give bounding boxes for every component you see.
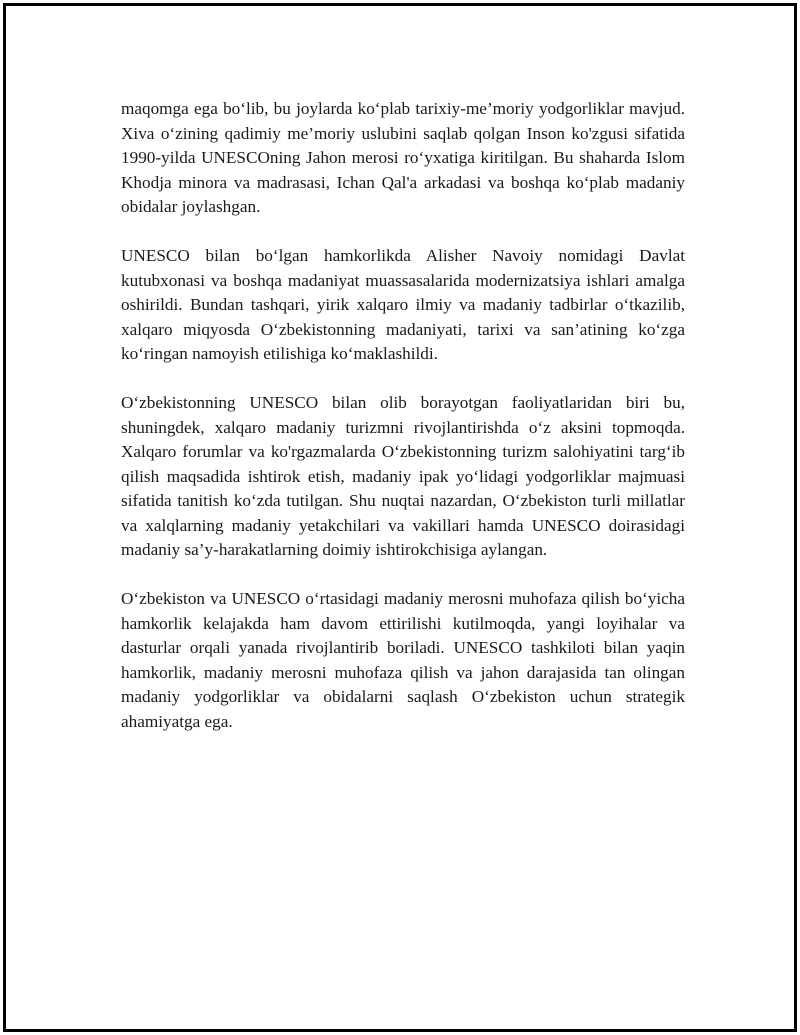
paragraph-1: maqomga ega bo‘lib, bu joylarda ko‘plab tarixiy-me’moriy yodgorliklar mavjud. Xiva o‘zining qadimiy me’moriy uslubini saqlab qolgan Inson ko'zgusi sifatida 1990-yilda UNESCOning Jahon merosi ro‘yxatiga kiritilgan. Bu shaharda Islom Khodja minora va madrasasi, Ichan Qal'a arkadasi va boshqa ko‘plab madaniy obidalar joylashgan. [121,99,685,216]
page-frame [3,3,797,1032]
document-body [121,97,685,759]
paragraph-3: O‘zbekistonning UNESCO bilan olib borayotgan faoliyatlaridan biri bu, shuningdek, xalqaro madaniy turizmni rivojlantirishda o‘z aksini topmoqda. Xalqaro forumlar va ko'rgazmalarda O‘zbekistonning turizm salohiyatini targ‘ib qilish maqsadida ishtirok etish, madaniy ipak yo‘lidagi yodgorliklar majmuasi sifatida tanitish ko‘zda tutilgan. Shu nuqtai nazardan, O‘zbekiston turli millatlar va xalqlarning madaniy yetakchilari va vakillari hamda UNESCO doirasidagi madaniy sa’y-harakatlarning doimiy ishtirokchisiga aylangan. [121,393,685,559]
paragraph-2: UNESCO bilan bo‘lgan hamkorlikda Alisher Navoiy nomidagi Davlat kutubxonasi va boshqa madaniyat muassasalarida modernizatsiya ishlari amalga oshirildi. Bundan tashqari, yirik xalqaro ilmiy va madaniy tadbirlar o‘tkazilib, xalqaro miqyosda O‘zbekistonning madaniyati, tarixi va san’atining ko‘zga ko‘ringan namoyish etilishiga ko‘maklashildi. [121,246,685,363]
paragraph-4: O‘zbekiston va UNESCO o‘rtasidagi madaniy merosni muhofaza qilish bo‘yicha hamkorlik kelajakda ham davom ettirilishi kutilmoqda, yangi loyihalar va dasturlar orqali yanada rivojlantirib boriladi. UNESCO tashkiloti bilan yaqin hamkorlik, madaniy merosni muhofaza qilish va jahon darajasida tan olingan madaniy yodgorliklar va obidalarni saqlash O‘zbekiston uchun strategik ahamiyatga ega. [121,589,685,731]
